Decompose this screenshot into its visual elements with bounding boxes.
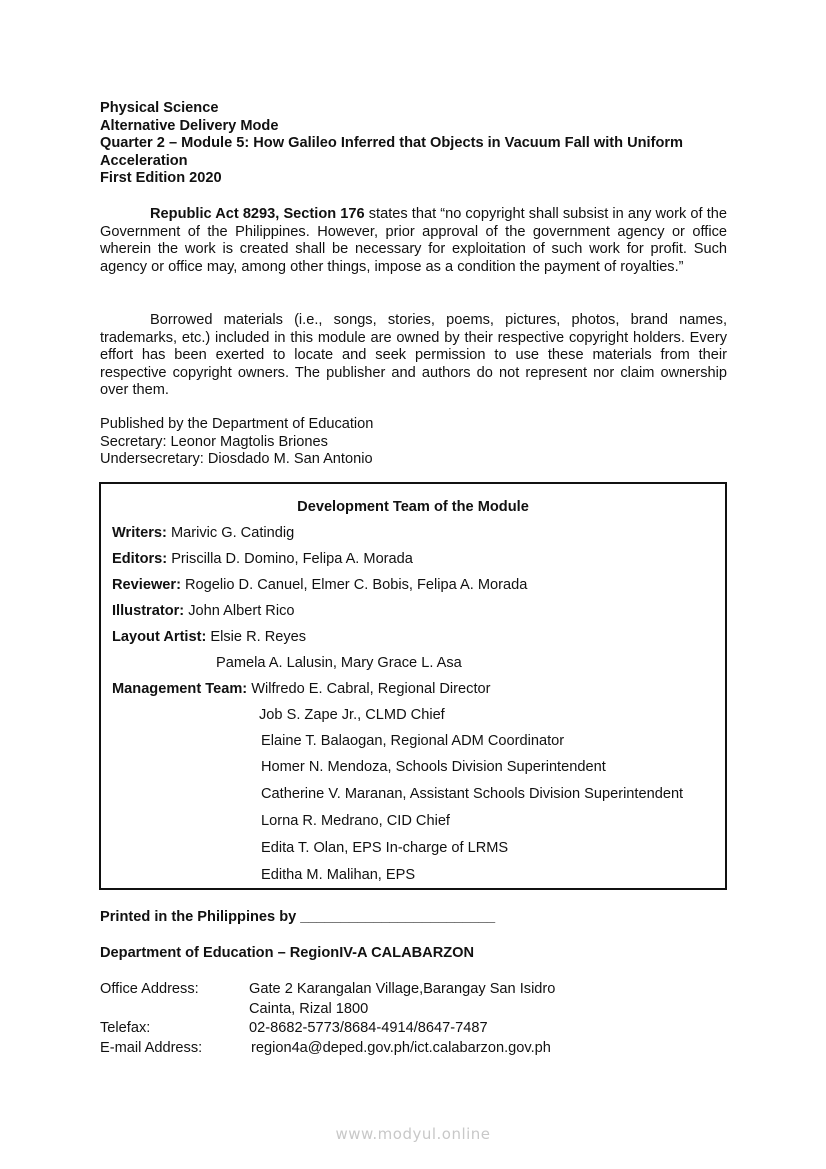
email-row (100, 1039, 727, 1059)
team-management-member: Homer N. Mendoza, Schools Division Superintendent (261, 759, 606, 775)
team-management (112, 681, 490, 697)
development-team-box (99, 482, 727, 890)
role-names: Priscilla D. Domino, Felipa A. Morada (167, 551, 413, 567)
office-address-row (100, 980, 727, 1000)
republic-act-reference: Republic Act 8293, Section 176 (150, 206, 365, 222)
borrowed-materials-paragraph (100, 312, 727, 400)
watermark: www.modyul.online (335, 1125, 491, 1143)
team-management-member: Elaine T. Balaogan, Regional ADM Coordinator (261, 733, 565, 749)
team-layout-artist-cont: Pamela A. Lalusin, Mary Grace L. Asa (216, 655, 462, 671)
role-label: Layout Artist: (112, 629, 207, 645)
subject-title: Physical Science (100, 100, 219, 116)
printed-by: Printed in the Philippines by ________________________ (100, 909, 496, 925)
role-label: Writers: (112, 525, 167, 541)
role-names: John Albert Rico (184, 603, 295, 619)
team-layout-artist (112, 629, 306, 645)
team-box-title: Development Team of the Module (297, 499, 529, 515)
team-management-member: Editha M. Malihan, EPS (261, 867, 416, 883)
module-title: Quarter 2 – Module 5: How Galileo Inferred that Objects in Vacuum Fall with Uniform Acceleration (100, 135, 684, 169)
office-address-row-2 (100, 1000, 727, 1020)
email-label: E-mail Address: (100, 1039, 203, 1056)
team-management-member: Job S. Zape Jr., CLMD Chief (259, 707, 445, 723)
module-title-block (100, 100, 727, 188)
telefax-row (100, 1019, 727, 1039)
role-label: Reviewer: (112, 577, 181, 593)
telefax-label: Telefax: (100, 1020, 151, 1036)
team-writers (112, 525, 294, 541)
role-label: Management Team: (112, 681, 248, 697)
delivery-mode: Alternative Delivery Mode (100, 117, 279, 134)
published-by: Published by the Department of Education (100, 416, 374, 432)
office-address-label: Office Address: (100, 981, 199, 997)
email-value: region4a@deped.gov.ph/ict.calabarzon.gov.ph (251, 1039, 551, 1056)
copyright-paragraph (100, 206, 727, 276)
undersecretary: Undersecretary: Diosdado M. San Antonio (100, 451, 373, 468)
office-address-line1: Gate 2 Karangalan Village,Barangay San Isidro (249, 981, 556, 997)
region-heading: Department of Education – RegionIV-A CALABARZON (100, 945, 475, 961)
role-names: Rogelio D. Canuel, Elmer C. Bobis, Felipa A. Morada (180, 577, 528, 593)
copyright-text: states that “no copyright shall subsist in any work of the Government of the Philippines. However, prior approval of the government agency or office wherein the work is created shall be necessary for exploitation of such work for profit. Such agency or office may, among other things, impose as a condition the payment of royalties.” (100, 206, 728, 275)
office-address-line2: Cainta, Rizal 1800 (249, 1000, 369, 1017)
team-reviewer (112, 577, 527, 593)
role-names: Elsie R. Reyes (206, 629, 307, 645)
team-editors (112, 551, 413, 567)
role-label: Illustrator: (112, 603, 185, 619)
role-names: Wilfredo E. Cabral, Regional Director (247, 681, 491, 697)
contact-info (100, 980, 727, 1058)
secretary: Secretary: Leonor Magtolis Briones (100, 433, 328, 450)
telefax-value: 02-8682-5773/8684-4914/8647-7487 (249, 1020, 488, 1036)
role-label: Editors: (112, 551, 168, 567)
team-management-member: Lorna R. Medrano, CID Chief (261, 813, 450, 829)
role-names: Marivic G. Catindig (166, 525, 295, 541)
team-management-member: Catherine V. Maranan, Assistant Schools Division Superintendent (261, 786, 684, 802)
team-illustrator (112, 603, 295, 619)
publisher-info (100, 416, 373, 469)
team-management-member: Edita T. Olan, EPS In-charge of LRMS (261, 840, 509, 856)
edition: First Edition 2020 (100, 170, 222, 187)
borrowed-materials-text: Borrowed materials (i.e., songs, stories, poems, pictures, photos, brand names, trademarks, etc.) included in this module are owned by their respective copyright holders. Every effort has been exerted to locate and seek permission to use these materials from their respective copyright owners. The publisher and authors do not represent nor claim ownership over them. (100, 312, 727, 399)
